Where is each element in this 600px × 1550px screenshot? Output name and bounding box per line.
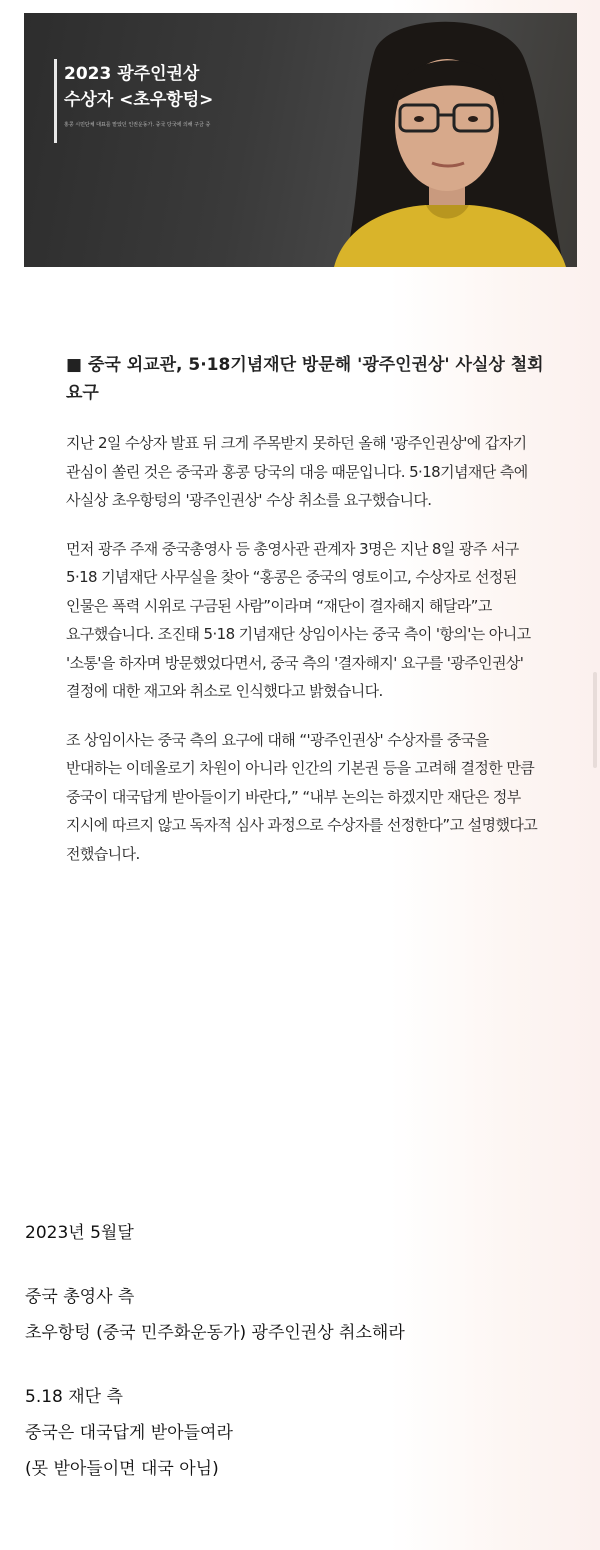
person-portrait — [314, 13, 577, 267]
title-accent-bar — [54, 59, 57, 143]
foundation-side-label: 5.18 재단 측 — [25, 1387, 123, 1407]
article-paragraph: 조 상임이사는 중국 측의 요구에 대해 “'광주인권상' 수상자를 중국을 반대하는 이데올로기 차원이 아니라 인간의 기본권 등을 고려해 결정한 만큼 중국이 대국답게 받아들이기 바란다,” “내부 논의는 하겠지만 재단은 정부 지시에 따르지 않고 독자적 심사 과정으로 수상자를 선정한다”고 설명했다고 전했습니다. — [66, 730, 538, 863]
foundation-side-note: (못 받아들이면 대국 아님) — [25, 1459, 219, 1479]
hero-title — [64, 61, 213, 113]
article-paragraph: 지난 2일 수상자 발표 뒤 크게 주목받지 못하던 올해 '광주인권상'에 갑자기 관심이 쏠린 것은 중국과 홍콩 당국의 대응 때문입니다. 5·18기념재단 측에 사실상 초우항텅의 '광주인권상' 수상 취소를 요구했습니다. — [66, 434, 528, 509]
hero-title-line2: 수상자 <초우항텅> — [64, 90, 214, 110]
comment-date: 2023년 5월달 — [25, 1223, 134, 1243]
article-heading: ■ 중국 외교관, 5·18기념재단 방문해 '광주인권상' 사실상 철회 요구 — [66, 355, 544, 403]
hero-title-line1: 2023 광주인권상 — [64, 64, 200, 84]
china-side-text: 초우항텅 (중국 민주화운동가) 광주인권상 취소해라 — [25, 1323, 405, 1343]
article-paragraph: 먼저 광주 주재 중국총영사 등 총영사관 관계자 3명은 지난 8일 광주 서구 5·18 기념재단 사무실을 찾아 “홍콩은 중국의 영토이고, 수상자로 선정된 인물은 폭력 시위로 구금된 사람”이라며 “재단이 결자해지 해달라”고 요구했습니다. 조진태 5·18 기념재단 상임이사는 중국 측이 '항의'는 아니고 '소통'을 하자며 방문했었다면서, 중국 측의 '결자해지' 요구를 '광주인권상' 결정에 대한 재고와 취소로 인식했다고 밝혔습니다. — [66, 539, 531, 700]
summary-comment — [25, 1215, 565, 1487]
hero-subtitle: 홍콩 시민단체 대표를 맡았던 인권운동가. 중국 당국에 의해 구금 중 — [64, 122, 211, 128]
article — [66, 351, 546, 888]
foundation-side-text: 중국은 대국답게 받아들여라 — [25, 1423, 233, 1443]
china-side-label: 중국 총영사 측 — [25, 1287, 135, 1307]
scrollbar-thumb[interactable] — [593, 672, 597, 768]
video-frame — [24, 13, 577, 267]
